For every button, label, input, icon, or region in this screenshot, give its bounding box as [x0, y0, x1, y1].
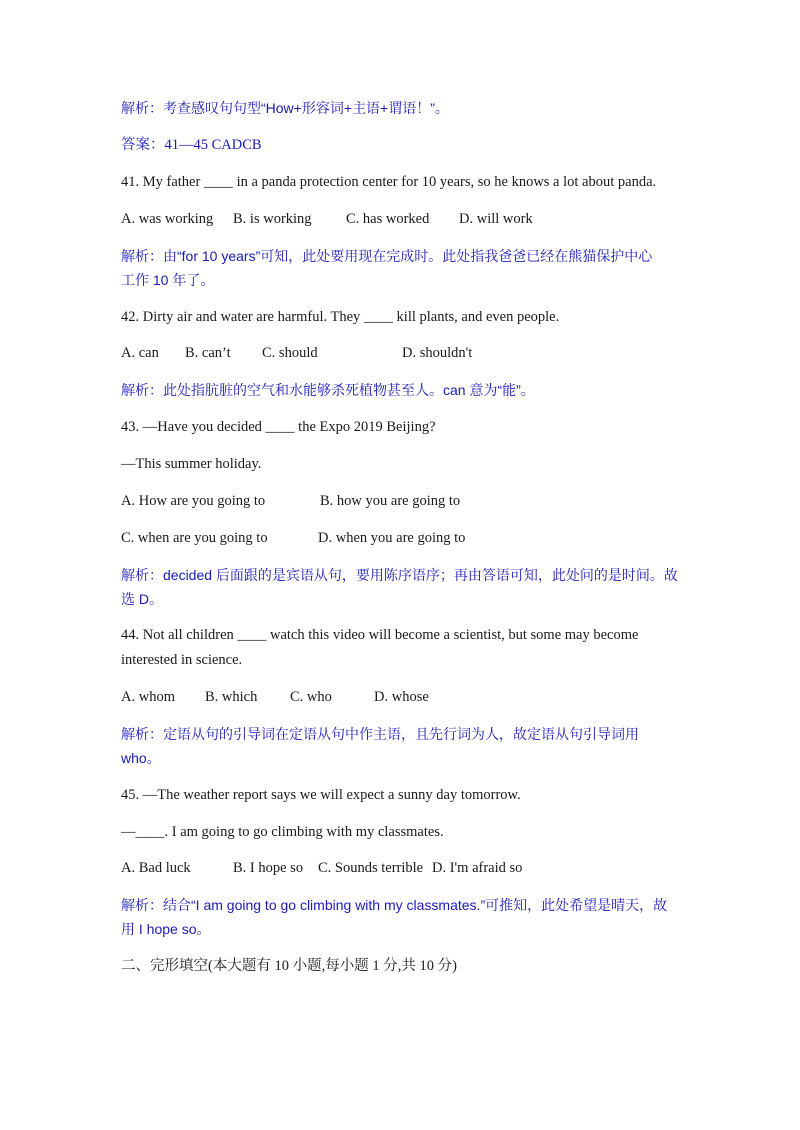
- question-45-option-d: D. I'm afraid so: [432, 860, 523, 876]
- question-44-explanation-line-1: 解析：定语从句的引导词在定语从句中作主语，且先行词为人，故定语从句引导词用: [121, 726, 639, 742]
- question-42-stem: 42. Dirty air and water are harmful. They ____ kill plants, and even people.: [121, 309, 560, 325]
- question-44-option-b: B. which: [205, 689, 258, 705]
- question-43-option-a: A. How are you going to: [121, 493, 266, 509]
- question-45-option-c: C. Sounds terrible: [318, 860, 424, 876]
- question-45-explanation-line-2: 用 I hope so。: [121, 921, 211, 937]
- question-42-explanation: 解析：此处指肮脏的空气和水能够杀死植物甚至人。can 意为“能”。: [121, 382, 535, 398]
- question-42-option-a: A. can: [121, 345, 159, 361]
- question-44-stem-line-1: 44. Not all children ____ watch this video will become a scientist, but some may become: [121, 627, 639, 643]
- question-41-explanation-line-2: 工作 10 年了。: [121, 272, 215, 288]
- question-44-option-a: A. whom: [121, 689, 175, 705]
- question-43-stem-line-1: 43. —Have you decided ____ the Expo 2019 Beijing?: [121, 419, 436, 435]
- question-41-stem: 41. My father ____ in a panda protection center for 10 years, so he knows a lot about panda.: [121, 174, 657, 190]
- question-45-explanation-line-1: 解析：结合“I am going to go climbing with my classmates.”可推知，此处希望是晴天，故: [121, 897, 668, 913]
- question-41-option-a: A. was working: [121, 211, 214, 227]
- question-44-stem-line-2: interested in science.: [121, 652, 243, 668]
- question-44-option-d: D. whose: [374, 689, 429, 705]
- question-45-option-a: A. Bad luck: [121, 860, 191, 876]
- question-41-explanation-line-1: 解析：由“for 10 years”可知，此处要用现在完成时。此处指我爸爸已经在熊猫保护中心: [121, 248, 653, 264]
- question-42-option-c: C. should: [262, 345, 318, 361]
- answer-key: 答案：41—45 CADCB: [121, 137, 262, 153]
- question-43-stem-line-2: —This summer holiday.: [121, 456, 262, 472]
- question-44-option-c: C. who: [290, 689, 332, 705]
- question-41-option-d: D. will work: [459, 211, 533, 227]
- question-45-option-b: B. I hope so: [233, 860, 304, 876]
- question-45-stem-line-2: —____. I am going to go climbing with my classmates.: [121, 824, 444, 840]
- question-43-option-b: B. how you are going to: [320, 493, 461, 509]
- question-43-explanation-line-2: 选 D。: [121, 591, 163, 607]
- question-42-option-b: B. can’t: [185, 345, 231, 361]
- section-heading-cloze: 二、完形填空(本大题有 10 小题,每小题 1 分,共 10 分): [121, 958, 457, 974]
- question-44-explanation-line-2: who。: [121, 750, 161, 766]
- question-43-option-d: D. when you are going to: [318, 530, 466, 546]
- question-43-option-c: C. when are you going to: [121, 530, 268, 546]
- question-42-option-d: D. shouldn't: [402, 345, 473, 361]
- question-41-option-b: B. is working: [233, 211, 312, 227]
- question-43-explanation-line-1: 解析：decided 后面跟的是宾语从句，要用陈序语序；再由答语可知，此处问的是时间。故: [121, 567, 678, 583]
- question-41-option-c: C. has worked: [346, 211, 430, 227]
- question-45-stem-line-1: 45. —The weather report says we will expect a sunny day tomorrow.: [121, 787, 521, 803]
- intro-explanation: 解析：考查感叹句句型“How+形容词+主语+谓语！”。: [121, 100, 449, 116]
